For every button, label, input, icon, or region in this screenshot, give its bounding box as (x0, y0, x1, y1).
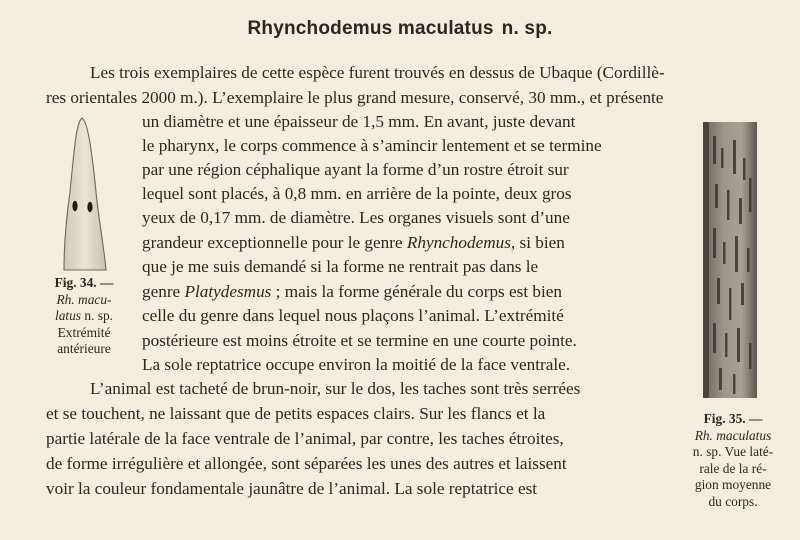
text-line: Les trois exemplaires de cette espèce furent trouvés en dessus de Ubaque (Cordillè- (90, 63, 665, 82)
fig34-taxon: Rh. macu- (56, 291, 112, 307)
fig34-status: n. sp. (81, 308, 114, 323)
text-line: res orientales 2000 m.). L’exemplaire le plus grand mesure, conservé, 30 mm., et présente (46, 88, 664, 107)
fig34-line3: Extrémité (57, 324, 111, 340)
eye-left (72, 201, 77, 211)
fig35-line4: gion moyenne (694, 477, 772, 492)
fig35-line2: n. sp. Vue laté- (692, 444, 774, 459)
fig34-label: Fig. 34. — (54, 275, 114, 290)
eye-right (87, 202, 92, 212)
taxon-name: Platydesmus (184, 282, 272, 301)
title-status: n. sp. (501, 18, 553, 39)
fig35-line3: rale de la ré- (699, 460, 767, 476)
text-line: yeux de 0,17 mm. de diamètre. Les organes visuels sont d’une (142, 208, 570, 227)
text-segment: genre (142, 282, 185, 301)
title-genus-species: Rhynchodemus maculatus (247, 18, 494, 39)
text-segment: grandeur exceptionnelle pour le genre (142, 233, 407, 252)
text-segment: , si bien (510, 233, 565, 252)
text-line: un diamètre et une épaisseur de 1,5 mm. En avant, juste devant (142, 112, 576, 131)
text-line: et se touchent, ne laissant que de petits espaces clairs. Sur les flancs et la (46, 404, 546, 423)
text-line: L’animal est tacheté de brun-noir, sur le dos, les taches sont très serrées (90, 379, 581, 398)
text-line: La sole reptatrice occupe environ la moitié de la face ventrale. (142, 355, 571, 374)
text-line: celle du genre dans lequel nous plaçons l’animal. L’extrémité (142, 306, 564, 325)
text-line (142, 281, 562, 303)
fig34-caption (38, 275, 130, 358)
fig35-label: Fig. 35. — (703, 411, 763, 426)
fig34-anterior-end-drawing (52, 112, 114, 272)
fig34-taxon-cont: latus (54, 308, 82, 323)
fig35-taxon: Rh. maculatus (694, 427, 772, 443)
text-line: partie latérale de la face ventrale de l’animal, par contre, les taches étroites, (46, 429, 564, 448)
fig35-lateral-view-drawing (693, 118, 763, 400)
text-line: postérieure est moins étroite et se termine en une courte pointe. (142, 331, 577, 350)
text-line (142, 232, 565, 254)
fig35-caption (668, 411, 798, 510)
text-line: lequel sont placés, à 0,8 mm. en arrière de la pointe, deux gros (142, 184, 572, 203)
text-line: que je me suis demandé si la forme ne rentrait pas dans le (142, 257, 539, 276)
text-segment: ; mais la forme générale du corps est bien (271, 282, 563, 301)
text-line: de forme irrégulière et allongée, sont séparées les unes des autres et laissent (46, 454, 567, 473)
text-line: voir la couleur fondamentale jaunâtre de l’animal. La sole reptatrice est (46, 479, 538, 498)
page-title (0, 18, 800, 40)
taxon-name: Rhynchodemus (406, 233, 511, 252)
fig34-line4: antérieure (57, 341, 111, 356)
text-line: par une région céphalique ayant la forme d’un rostre étroit sur (142, 160, 569, 179)
text-line: le pharynx, le corps commence à s’amincir lentement et se termine (142, 136, 602, 155)
fig35-line5: du corps. (708, 493, 758, 509)
